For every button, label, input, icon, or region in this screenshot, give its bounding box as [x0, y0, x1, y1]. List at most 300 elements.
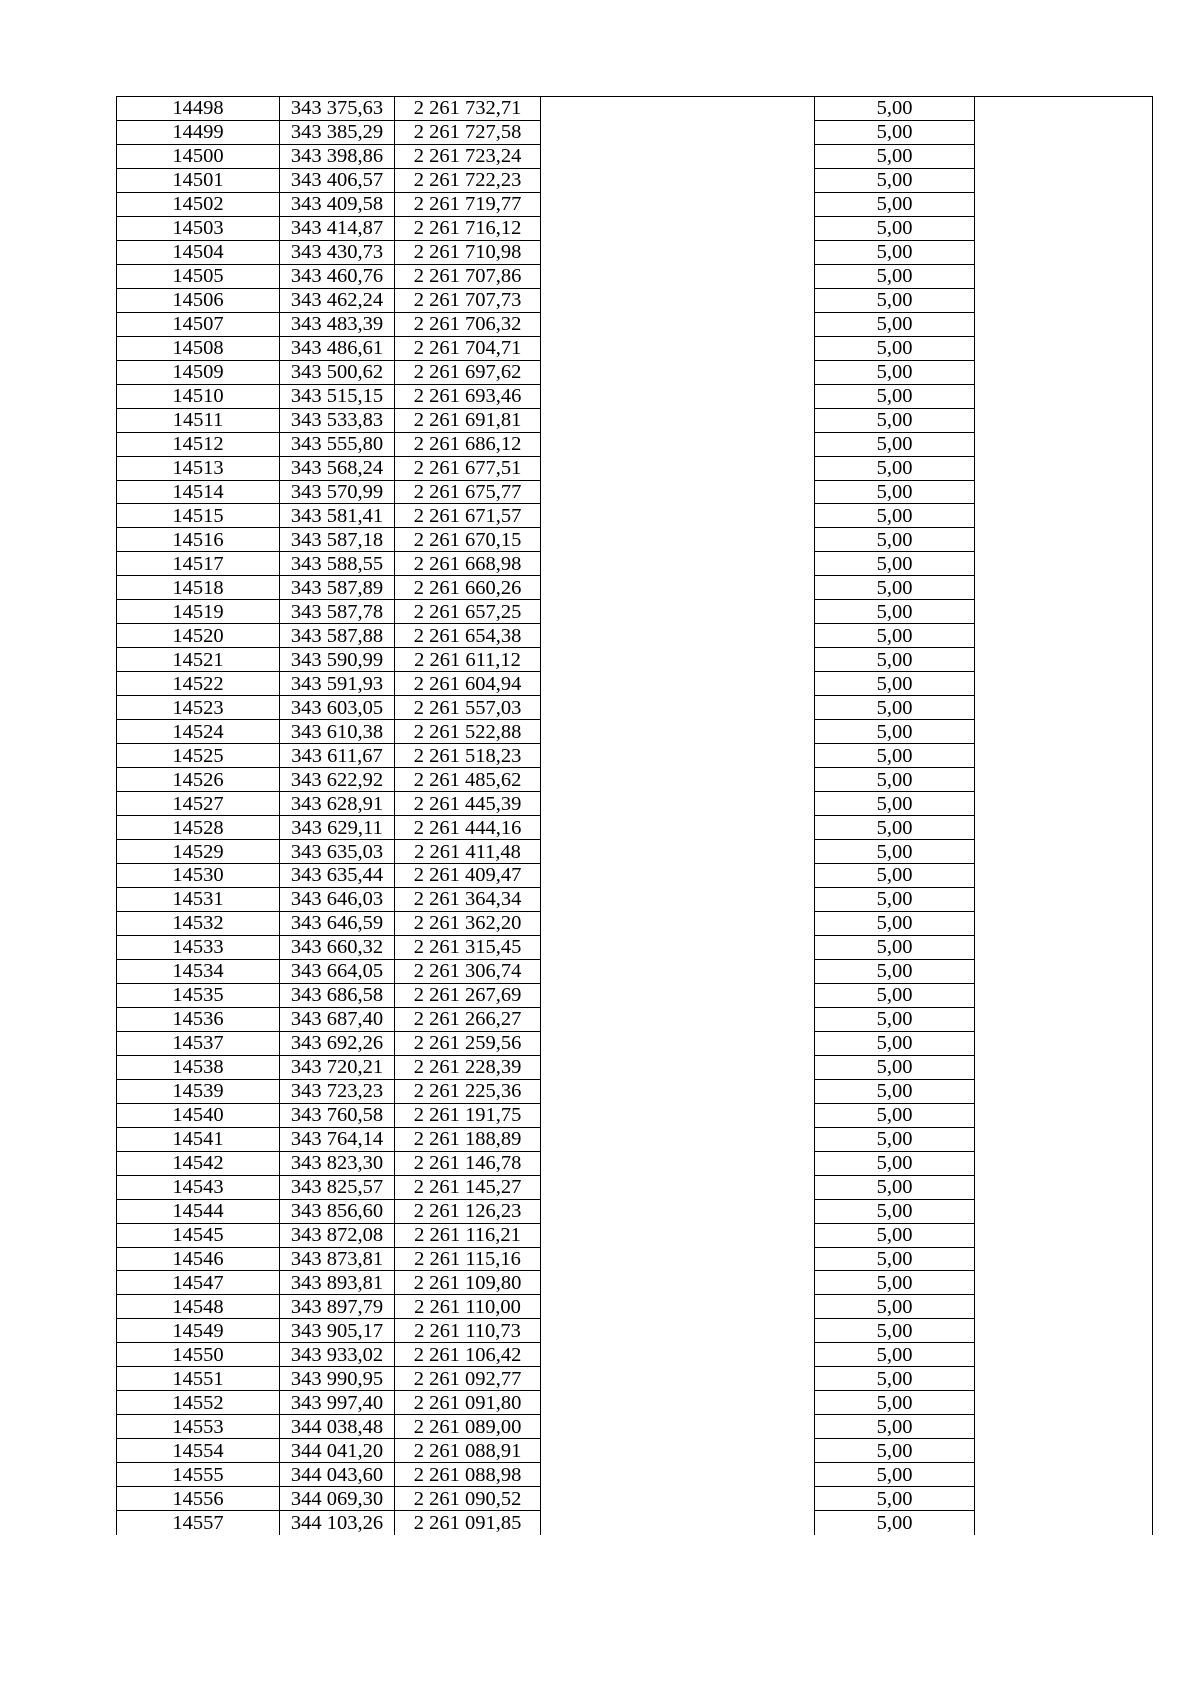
table-row — [117, 240, 1153, 264]
x-coordinate-cell: 343 406,57 — [280, 168, 395, 192]
point-number-cell: 14525 — [117, 744, 280, 768]
empty-cell — [541, 696, 815, 720]
notes-cell — [975, 144, 1153, 168]
table-row — [117, 696, 1153, 720]
x-coordinate-cell: 344 069,30 — [280, 1487, 395, 1511]
empty-cell — [541, 1103, 815, 1127]
empty-cell — [541, 384, 815, 408]
empty-cell — [541, 1415, 815, 1439]
x-coordinate-cell: 343 933,02 — [280, 1343, 395, 1367]
precision-cell: 5,00 — [815, 1055, 975, 1079]
y-coordinate-cell: 2 261 116,21 — [395, 1223, 541, 1247]
x-coordinate-cell: 343 664,05 — [280, 959, 395, 983]
point-number-cell: 14550 — [117, 1343, 280, 1367]
notes-cell — [975, 983, 1153, 1007]
x-coordinate-cell: 343 611,67 — [280, 744, 395, 768]
precision-cell: 5,00 — [815, 1199, 975, 1223]
notes-cell — [975, 264, 1153, 288]
y-coordinate-cell: 2 261 668,98 — [395, 552, 541, 576]
point-number-cell: 14528 — [117, 816, 280, 840]
precision-cell: 5,00 — [815, 887, 975, 911]
precision-cell: 5,00 — [815, 288, 975, 312]
empty-cell — [541, 504, 815, 528]
empty-cell — [541, 768, 815, 792]
notes-cell — [975, 504, 1153, 528]
precision-cell: 5,00 — [815, 360, 975, 384]
notes-cell — [975, 1127, 1153, 1151]
y-coordinate-cell: 2 261 522,88 — [395, 720, 541, 744]
notes-cell — [975, 864, 1153, 888]
notes-cell — [975, 1415, 1153, 1439]
y-coordinate-cell: 2 261 660,26 — [395, 576, 541, 600]
empty-cell — [541, 216, 815, 240]
empty-cell — [541, 1031, 815, 1055]
notes-cell — [975, 959, 1153, 983]
point-number-cell: 14540 — [117, 1103, 280, 1127]
table-row — [117, 192, 1153, 216]
empty-cell — [541, 959, 815, 983]
point-number-cell: 14500 — [117, 144, 280, 168]
point-number-cell: 14501 — [117, 168, 280, 192]
table-row — [117, 1415, 1153, 1439]
y-coordinate-cell: 2 261 225,36 — [395, 1079, 541, 1103]
x-coordinate-cell: 343 515,15 — [280, 384, 395, 408]
notes-cell — [975, 1271, 1153, 1295]
precision-cell: 5,00 — [815, 1031, 975, 1055]
notes-cell — [975, 1151, 1153, 1175]
y-coordinate-cell: 2 261 364,34 — [395, 887, 541, 911]
y-coordinate-cell: 2 261 110,73 — [395, 1319, 541, 1343]
notes-cell — [975, 1391, 1153, 1415]
precision-cell: 5,00 — [815, 264, 975, 288]
empty-cell — [541, 408, 815, 432]
precision-cell: 5,00 — [815, 600, 975, 624]
y-coordinate-cell: 2 261 557,03 — [395, 696, 541, 720]
empty-cell — [541, 1127, 815, 1151]
table-row — [117, 576, 1153, 600]
x-coordinate-cell: 343 646,03 — [280, 887, 395, 911]
table-row — [117, 1079, 1153, 1103]
table-row — [117, 1511, 1153, 1535]
table-row — [117, 624, 1153, 648]
table-row — [117, 288, 1153, 312]
notes-cell — [975, 1199, 1153, 1223]
table-row — [117, 1199, 1153, 1223]
empty-cell — [541, 312, 815, 336]
point-number-cell: 14541 — [117, 1127, 280, 1151]
table-row — [117, 504, 1153, 528]
point-number-cell: 14505 — [117, 264, 280, 288]
y-coordinate-cell: 2 261 110,00 — [395, 1295, 541, 1319]
x-coordinate-cell: 343 462,24 — [280, 288, 395, 312]
empty-cell — [541, 792, 815, 816]
y-coordinate-cell: 2 261 722,23 — [395, 168, 541, 192]
point-number-cell: 14524 — [117, 720, 280, 744]
coordinates-table — [116, 96, 1153, 1535]
notes-cell — [975, 408, 1153, 432]
empty-cell — [541, 192, 815, 216]
precision-cell: 5,00 — [815, 1343, 975, 1367]
precision-cell: 5,00 — [815, 1511, 975, 1535]
y-coordinate-cell: 2 261 611,12 — [395, 648, 541, 672]
y-coordinate-cell: 2 261 228,39 — [395, 1055, 541, 1079]
point-number-cell: 14547 — [117, 1271, 280, 1295]
point-number-cell: 14531 — [117, 887, 280, 911]
precision-cell: 5,00 — [815, 983, 975, 1007]
notes-cell — [975, 696, 1153, 720]
precision-cell: 5,00 — [815, 576, 975, 600]
notes-cell — [975, 480, 1153, 504]
x-coordinate-cell: 343 628,91 — [280, 792, 395, 816]
y-coordinate-cell: 2 261 604,94 — [395, 672, 541, 696]
notes-cell — [975, 216, 1153, 240]
notes-cell — [975, 1319, 1153, 1343]
table-row — [117, 887, 1153, 911]
precision-cell: 5,00 — [815, 648, 975, 672]
empty-cell — [541, 816, 815, 840]
x-coordinate-cell: 343 825,57 — [280, 1175, 395, 1199]
y-coordinate-cell: 2 261 088,91 — [395, 1439, 541, 1463]
notes-cell — [975, 1463, 1153, 1487]
notes-cell — [975, 1511, 1153, 1535]
y-coordinate-cell: 2 261 445,39 — [395, 792, 541, 816]
y-coordinate-cell: 2 261 259,56 — [395, 1031, 541, 1055]
precision-cell: 5,00 — [815, 792, 975, 816]
x-coordinate-cell: 343 590,99 — [280, 648, 395, 672]
notes-cell — [975, 336, 1153, 360]
precision-cell: 5,00 — [815, 1175, 975, 1199]
precision-cell: 5,00 — [815, 1079, 975, 1103]
y-coordinate-cell: 2 261 362,20 — [395, 911, 541, 935]
point-number-cell: 14554 — [117, 1439, 280, 1463]
y-coordinate-cell: 2 261 146,78 — [395, 1151, 541, 1175]
y-coordinate-cell: 2 261 485,62 — [395, 768, 541, 792]
point-number-cell: 14518 — [117, 576, 280, 600]
precision-cell: 5,00 — [815, 216, 975, 240]
point-number-cell: 14546 — [117, 1247, 280, 1271]
notes-cell — [975, 816, 1153, 840]
precision-cell: 5,00 — [815, 168, 975, 192]
x-coordinate-cell: 343 990,95 — [280, 1367, 395, 1391]
table-row — [117, 1127, 1153, 1151]
point-number-cell: 14527 — [117, 792, 280, 816]
empty-cell — [541, 1199, 815, 1223]
empty-cell — [541, 336, 815, 360]
notes-cell — [975, 1079, 1153, 1103]
y-coordinate-cell: 2 261 518,23 — [395, 744, 541, 768]
x-coordinate-cell: 343 764,14 — [280, 1127, 395, 1151]
notes-cell — [975, 552, 1153, 576]
x-coordinate-cell: 343 591,93 — [280, 672, 395, 696]
precision-cell: 5,00 — [815, 1439, 975, 1463]
y-coordinate-cell: 2 261 716,12 — [395, 216, 541, 240]
empty-cell — [541, 1271, 815, 1295]
table-row — [117, 480, 1153, 504]
x-coordinate-cell: 343 409,58 — [280, 192, 395, 216]
table-row — [117, 1295, 1153, 1319]
table-row — [117, 1247, 1153, 1271]
y-coordinate-cell: 2 261 677,51 — [395, 456, 541, 480]
y-coordinate-cell: 2 261 092,77 — [395, 1367, 541, 1391]
empty-cell — [541, 1439, 815, 1463]
empty-cell — [541, 864, 815, 888]
x-coordinate-cell: 343 823,30 — [280, 1151, 395, 1175]
precision-cell: 5,00 — [815, 1223, 975, 1247]
empty-cell — [541, 744, 815, 768]
empty-cell — [541, 1343, 815, 1367]
table-row — [117, 1367, 1153, 1391]
empty-cell — [541, 528, 815, 552]
point-number-cell: 14545 — [117, 1223, 280, 1247]
point-number-cell: 14526 — [117, 768, 280, 792]
table-row — [117, 528, 1153, 552]
x-coordinate-cell: 343 610,38 — [280, 720, 395, 744]
table-row — [117, 1319, 1153, 1343]
x-coordinate-cell: 343 629,11 — [280, 816, 395, 840]
precision-cell: 5,00 — [815, 192, 975, 216]
x-coordinate-cell: 343 646,59 — [280, 911, 395, 935]
x-coordinate-cell: 343 893,81 — [280, 1271, 395, 1295]
table-row — [117, 1175, 1153, 1199]
table-row — [117, 744, 1153, 768]
notes-cell — [975, 1247, 1153, 1271]
table-row — [117, 1031, 1153, 1055]
notes-cell — [975, 1031, 1153, 1055]
notes-cell — [975, 887, 1153, 911]
notes-cell — [975, 120, 1153, 144]
point-number-cell: 14521 — [117, 648, 280, 672]
point-number-cell: 14503 — [117, 216, 280, 240]
point-number-cell: 14542 — [117, 1151, 280, 1175]
table-row — [117, 792, 1153, 816]
table-row — [117, 1487, 1153, 1511]
notes-cell — [975, 576, 1153, 600]
x-coordinate-cell: 343 603,05 — [280, 696, 395, 720]
point-number-cell: 14511 — [117, 408, 280, 432]
precision-cell: 5,00 — [815, 97, 975, 121]
point-number-cell: 14523 — [117, 696, 280, 720]
x-coordinate-cell: 343 570,99 — [280, 480, 395, 504]
notes-cell — [975, 648, 1153, 672]
table-row — [117, 1151, 1153, 1175]
precision-cell: 5,00 — [815, 696, 975, 720]
empty-cell — [541, 288, 815, 312]
empty-cell — [541, 1055, 815, 1079]
y-coordinate-cell: 2 261 675,77 — [395, 480, 541, 504]
x-coordinate-cell: 344 038,48 — [280, 1415, 395, 1439]
precision-cell: 5,00 — [815, 240, 975, 264]
empty-cell — [541, 911, 815, 935]
table-row — [117, 144, 1153, 168]
y-coordinate-cell: 2 261 723,24 — [395, 144, 541, 168]
y-coordinate-cell: 2 261 691,81 — [395, 408, 541, 432]
table-row — [117, 911, 1153, 935]
y-coordinate-cell: 2 261 115,16 — [395, 1247, 541, 1271]
point-number-cell: 14498 — [117, 97, 280, 121]
y-coordinate-cell: 2 261 091,80 — [395, 1391, 541, 1415]
notes-cell — [975, 240, 1153, 264]
x-coordinate-cell: 343 588,55 — [280, 552, 395, 576]
point-number-cell: 14544 — [117, 1199, 280, 1223]
empty-cell — [541, 1487, 815, 1511]
notes-cell — [975, 1295, 1153, 1319]
notes-cell — [975, 840, 1153, 864]
x-coordinate-cell: 343 760,58 — [280, 1103, 395, 1127]
empty-cell — [541, 1295, 815, 1319]
notes-cell — [975, 384, 1153, 408]
notes-cell — [975, 1343, 1153, 1367]
empty-cell — [541, 144, 815, 168]
precision-cell: 5,00 — [815, 624, 975, 648]
table-row — [117, 648, 1153, 672]
notes-cell — [975, 768, 1153, 792]
y-coordinate-cell: 2 261 654,38 — [395, 624, 541, 648]
y-coordinate-cell: 2 261 727,58 — [395, 120, 541, 144]
precision-cell: 5,00 — [815, 959, 975, 983]
table-row — [117, 1103, 1153, 1127]
x-coordinate-cell: 343 856,60 — [280, 1199, 395, 1223]
y-coordinate-cell: 2 261 671,57 — [395, 504, 541, 528]
notes-cell — [975, 528, 1153, 552]
notes-cell — [975, 624, 1153, 648]
x-coordinate-cell: 343 897,79 — [280, 1295, 395, 1319]
empty-cell — [541, 1319, 815, 1343]
x-coordinate-cell: 343 997,40 — [280, 1391, 395, 1415]
notes-cell — [975, 312, 1153, 336]
notes-cell — [975, 1007, 1153, 1031]
table-row — [117, 360, 1153, 384]
empty-cell — [541, 1079, 815, 1103]
point-number-cell: 14502 — [117, 192, 280, 216]
table-row — [117, 384, 1153, 408]
y-coordinate-cell: 2 261 188,89 — [395, 1127, 541, 1151]
table-row — [117, 1391, 1153, 1415]
y-coordinate-cell: 2 261 126,23 — [395, 1199, 541, 1223]
precision-cell: 5,00 — [815, 720, 975, 744]
precision-cell: 5,00 — [815, 1463, 975, 1487]
point-number-cell: 14553 — [117, 1415, 280, 1439]
x-coordinate-cell: 344 103,26 — [280, 1511, 395, 1535]
empty-cell — [541, 97, 815, 121]
empty-cell — [541, 840, 815, 864]
precision-cell: 5,00 — [815, 432, 975, 456]
x-coordinate-cell: 343 533,83 — [280, 408, 395, 432]
precision-cell: 5,00 — [815, 1391, 975, 1415]
precision-cell: 5,00 — [815, 1271, 975, 1295]
table-row — [117, 97, 1153, 121]
empty-cell — [541, 432, 815, 456]
y-coordinate-cell: 2 261 444,16 — [395, 816, 541, 840]
empty-cell — [541, 672, 815, 696]
empty-cell — [541, 624, 815, 648]
precision-cell: 5,00 — [815, 552, 975, 576]
table-row — [117, 672, 1153, 696]
x-coordinate-cell: 343 905,17 — [280, 1319, 395, 1343]
precision-cell: 5,00 — [815, 1007, 975, 1031]
table-row — [117, 720, 1153, 744]
table-row — [117, 168, 1153, 192]
notes-cell — [975, 1103, 1153, 1127]
coordinates-table-body — [117, 97, 1153, 1535]
x-coordinate-cell: 343 414,87 — [280, 216, 395, 240]
y-coordinate-cell: 2 261 409,47 — [395, 864, 541, 888]
empty-cell — [541, 887, 815, 911]
point-number-cell: 14556 — [117, 1487, 280, 1511]
empty-cell — [541, 1463, 815, 1487]
precision-cell: 5,00 — [815, 480, 975, 504]
point-number-cell: 14532 — [117, 911, 280, 935]
y-coordinate-cell: 2 261 315,45 — [395, 935, 541, 959]
empty-cell — [541, 1247, 815, 1271]
x-coordinate-cell: 343 587,18 — [280, 528, 395, 552]
y-coordinate-cell: 2 261 306,74 — [395, 959, 541, 983]
empty-cell — [541, 552, 815, 576]
point-number-cell: 14538 — [117, 1055, 280, 1079]
point-number-cell: 14549 — [117, 1319, 280, 1343]
x-coordinate-cell: 343 483,39 — [280, 312, 395, 336]
notes-cell — [975, 192, 1153, 216]
x-coordinate-cell: 343 873,81 — [280, 1247, 395, 1271]
table-row — [117, 1271, 1153, 1295]
table-row — [117, 864, 1153, 888]
y-coordinate-cell: 2 261 090,52 — [395, 1487, 541, 1511]
notes-cell — [975, 720, 1153, 744]
notes-cell — [975, 1367, 1153, 1391]
table-row — [117, 840, 1153, 864]
point-number-cell: 14557 — [172, 1511, 224, 1534]
notes-cell — [975, 456, 1153, 480]
empty-cell — [541, 1391, 815, 1415]
precision-cell: 5,00 — [815, 1151, 975, 1175]
precision-cell: 5,00 — [815, 935, 975, 959]
table-row — [117, 1055, 1153, 1079]
point-number-cell: 14535 — [117, 983, 280, 1007]
table-row — [117, 1463, 1153, 1487]
y-coordinate-cell: 2 261 710,98 — [395, 240, 541, 264]
point-number-cell: 14506 — [117, 288, 280, 312]
x-coordinate-cell: 343 587,89 — [280, 576, 395, 600]
precision-cell: 5,00 — [815, 1247, 975, 1271]
y-coordinate-cell: 2 261 670,15 — [395, 528, 541, 552]
notes-cell — [975, 792, 1153, 816]
empty-cell — [541, 1223, 815, 1247]
precision-cell: 5,00 — [815, 528, 975, 552]
precision-cell: 5,00 — [815, 408, 975, 432]
x-coordinate-cell: 344 041,20 — [280, 1439, 395, 1463]
point-number-cell: 14516 — [117, 528, 280, 552]
table-row — [117, 336, 1153, 360]
x-coordinate-cell: 343 587,78 — [280, 600, 395, 624]
empty-cell — [541, 935, 815, 959]
empty-cell — [541, 1175, 815, 1199]
precision-cell: 5,00 — [815, 744, 975, 768]
x-coordinate-cell: 343 486,61 — [280, 336, 395, 360]
x-coordinate-cell: 343 720,21 — [280, 1055, 395, 1079]
x-coordinate-cell: 343 568,24 — [280, 456, 395, 480]
table-row — [117, 768, 1153, 792]
point-number-cell: 14499 — [117, 120, 280, 144]
empty-cell — [541, 1511, 815, 1535]
notes-cell — [975, 1439, 1153, 1463]
x-coordinate-cell: 343 660,32 — [280, 935, 395, 959]
y-coordinate-cell: 2 261 704,71 — [395, 336, 541, 360]
point-number-cell: 14539 — [117, 1079, 280, 1103]
point-number-cell: 14514 — [117, 480, 280, 504]
x-coordinate-cell: 343 587,88 — [280, 624, 395, 648]
x-coordinate-cell: 343 398,86 — [280, 144, 395, 168]
table-row — [117, 264, 1153, 288]
point-number-cell: 14537 — [117, 1031, 280, 1055]
